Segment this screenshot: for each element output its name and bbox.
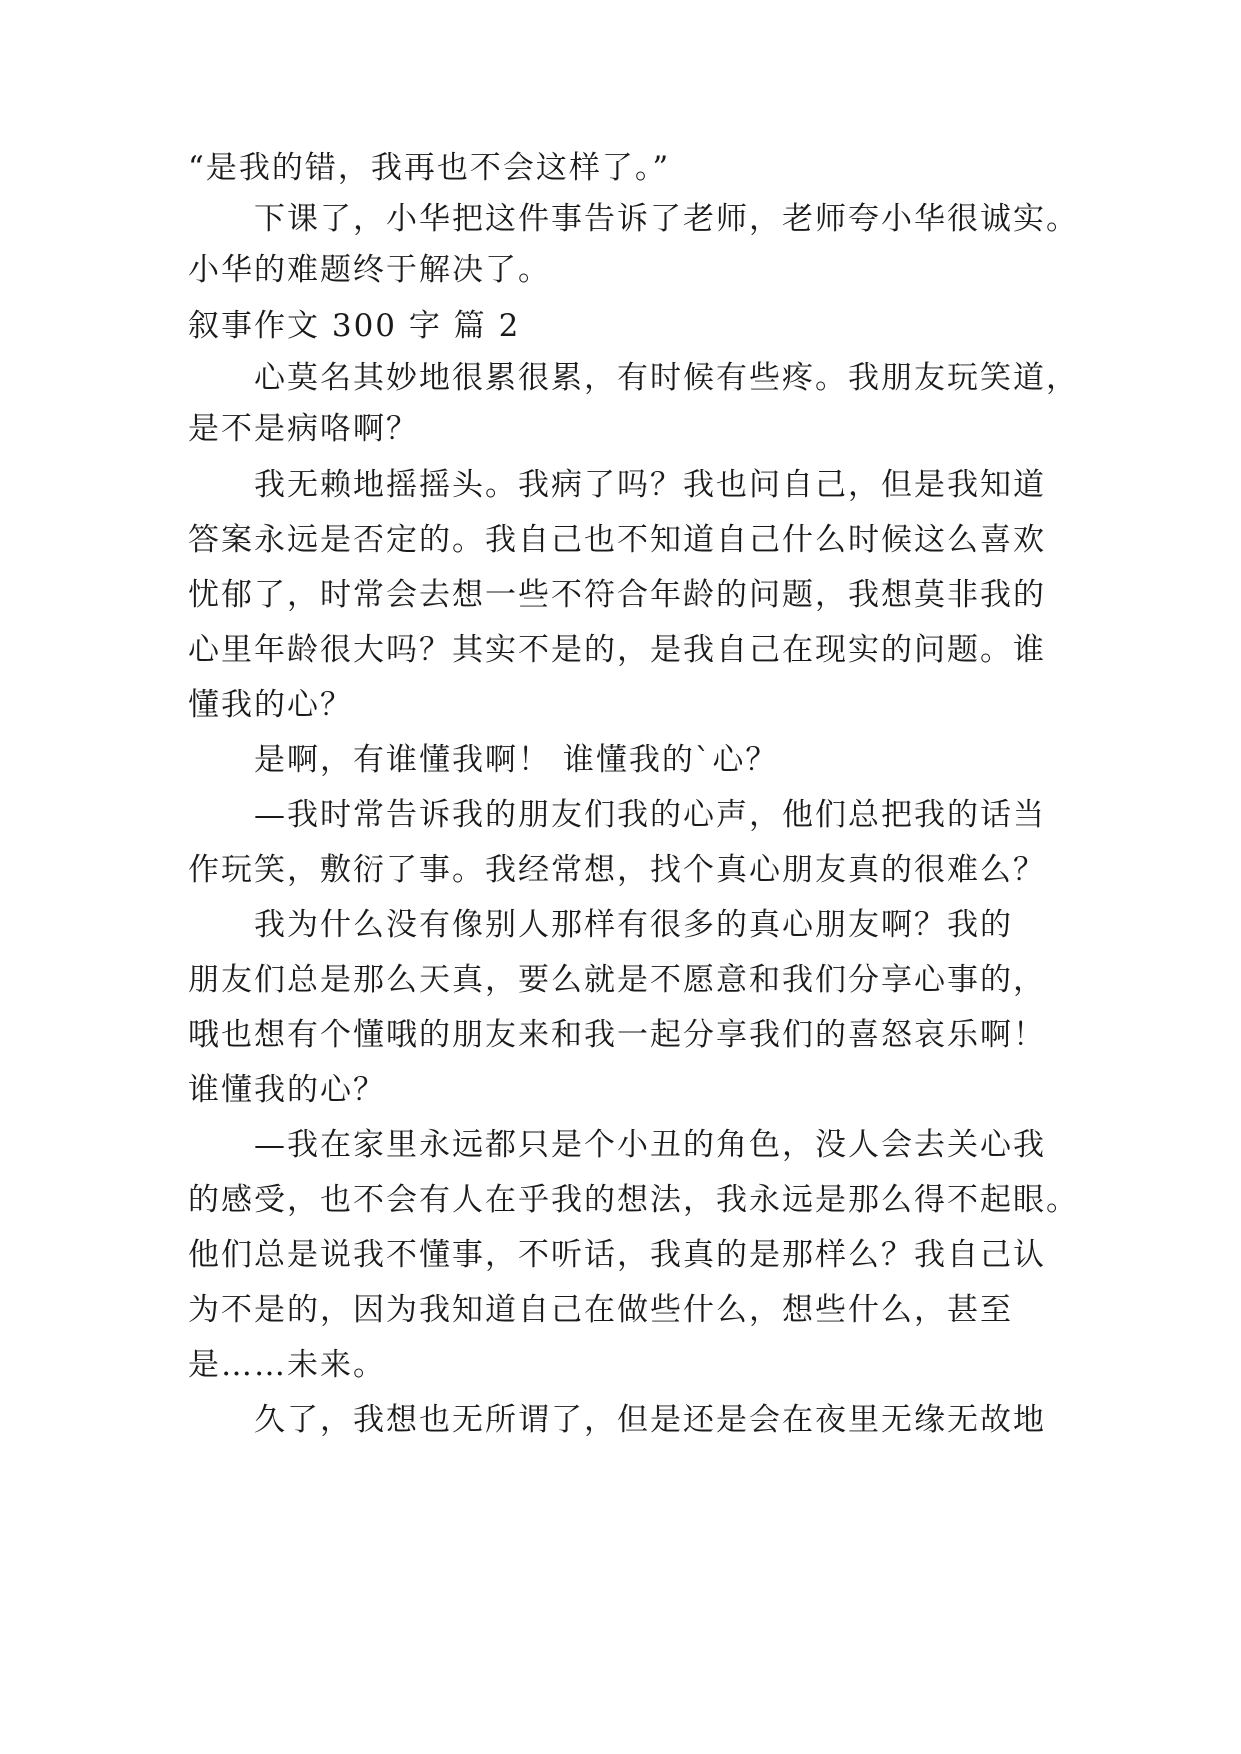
text-line: 心里年龄很大吗？其实不是的，是我自己在现实的问题。谁 xyxy=(188,632,1046,668)
text-line: 我无赖地摇摇头。我病了吗？我也问自己，但是我知道 xyxy=(254,467,1046,503)
text-line: 是……未来。 xyxy=(188,1347,386,1383)
text-line: —我在家里永远都只是个小丑的角色，没人会去关心我 xyxy=(254,1127,1046,1163)
text-line: —我时常告诉我的朋友们我的心声，他们总把我的话当 xyxy=(254,797,1046,833)
text-line: 心莫名其妙地很累很累，有时候有些疼。我朋友玩笑道， xyxy=(254,360,1079,396)
text-line: 答案永远是否定的。我自己也不知道自己什么时候这么喜欢 xyxy=(188,522,1046,558)
text-line: 哦也想有个懂哦的朋友来和我一起分享我们的喜怒哀乐啊！ xyxy=(188,1017,1046,1053)
text-line: 的感受，也不会有人在乎我的想法，我永远是那么得不起眼。 xyxy=(188,1182,1079,1218)
text-line: 朋友们总是那么天真，要么就是不愿意和我们分享心事的， xyxy=(188,962,1046,998)
text-line: 他们总是说我不懂事，不听话，我真的是那样么？我自己认 xyxy=(188,1237,1046,1273)
text-line: 我为什么没有像别人那样有很多的真心朋友啊？我的 xyxy=(254,907,1013,943)
text-line: 久了，我想也无所谓了，但是还是会在夜里无缘无故地 xyxy=(254,1402,1046,1438)
text-line: 是不是病咯啊？ xyxy=(188,411,419,447)
text-line: 忧郁了，时常会去想一些不符合年龄的问题，我想莫非我的 xyxy=(188,577,1046,613)
text-line: 懂我的心？ xyxy=(188,687,353,723)
section-heading: 叙事作文 300 字 篇 2 xyxy=(188,308,521,344)
text-line: 是啊，有谁懂我啊！ 谁懂我的`心？ xyxy=(254,742,779,778)
text-line: 谁懂我的心？ xyxy=(188,1072,386,1108)
text-line: “是我的错，我再也不会这样了。” xyxy=(188,150,671,186)
text-line: 小华的难题终于解决了。 xyxy=(188,252,551,288)
text-line: 作玩笑，敷衍了事。我经常想，找个真心朋友真的很难么？ xyxy=(188,852,1046,888)
text-line: 为不是的，因为我知道自己在做些什么，想些什么，甚至 xyxy=(188,1292,1013,1328)
text-line: 下课了，小华把这件事告诉了老师，老师夸小华很诚实。 xyxy=(254,201,1079,237)
